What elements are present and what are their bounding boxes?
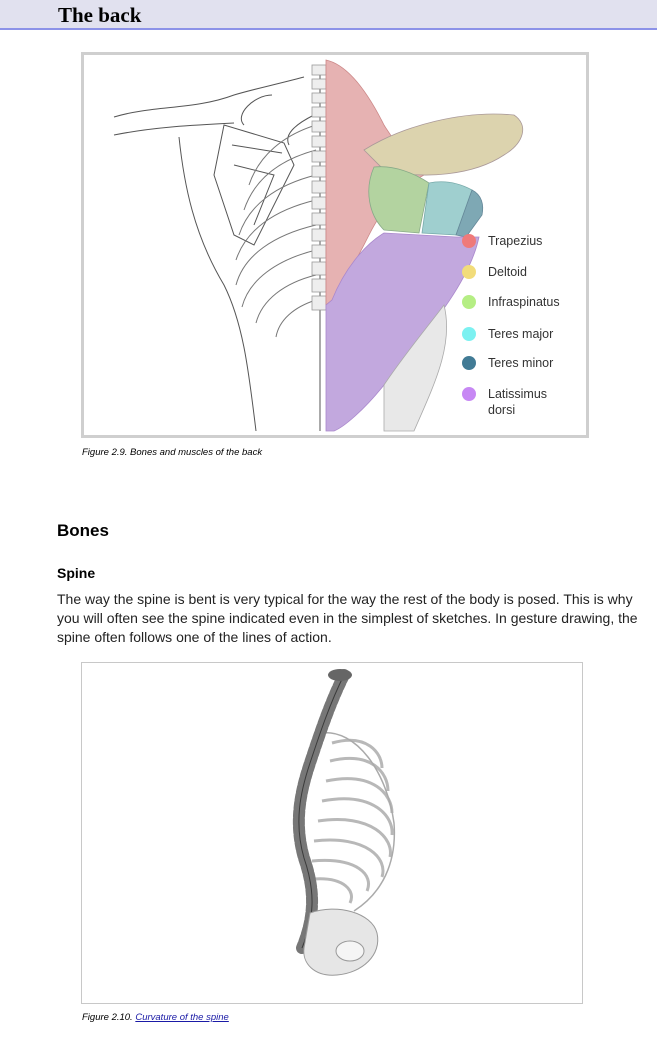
spine-vertebrae xyxy=(312,65,326,310)
legend-label: Latissimus dorsi xyxy=(488,387,548,417)
ribcage-sketch xyxy=(236,125,316,337)
legend-swatch xyxy=(462,265,476,279)
legend-label: Deltoid xyxy=(488,265,527,279)
pelvis xyxy=(304,909,378,975)
legend-swatch xyxy=(462,387,476,401)
caption-prefix: Figure 2.10. xyxy=(82,1012,136,1023)
legend-label: Teres minor xyxy=(488,356,554,370)
atlas-vertebra xyxy=(328,669,352,681)
legend-swatch xyxy=(462,327,476,341)
spine-heading: Spine xyxy=(57,565,96,581)
figure-2-9-caption: Figure 2.9. Bones and muscles of the back xyxy=(82,447,263,458)
skeleton-sketch xyxy=(114,65,320,431)
ribcage-side-view xyxy=(312,740,392,903)
legend-label: Trapezius xyxy=(488,234,543,248)
figure-back-muscles xyxy=(81,52,589,438)
legend-swatch xyxy=(462,356,476,370)
section-title: The back xyxy=(58,3,142,27)
spine-paragraph: The way the spine is bent is very typical for the way the rest of the body is posed. This is why you will often see the spine indicated even in the simplest of sketches. In gesture drawing, the spine often follows one of the lines of action. xyxy=(57,591,638,645)
legend-label: Infraspinatus xyxy=(488,295,560,309)
legend-swatch xyxy=(462,295,476,309)
deltoid-muscle xyxy=(364,114,523,175)
section-header xyxy=(0,0,657,30)
figure-spine-curvature xyxy=(81,662,583,1004)
legend-label: Teres major xyxy=(488,327,554,341)
figure-2-10-caption xyxy=(82,1012,229,1023)
vertebral-column xyxy=(299,675,344,948)
hip-socket xyxy=(336,941,364,961)
bones-heading: Bones xyxy=(57,521,109,540)
curvature-of-the-spine-link[interactable]: Curvature of the spine xyxy=(135,1012,229,1023)
spine-illustration xyxy=(82,663,582,1003)
legend-swatch xyxy=(462,234,476,248)
